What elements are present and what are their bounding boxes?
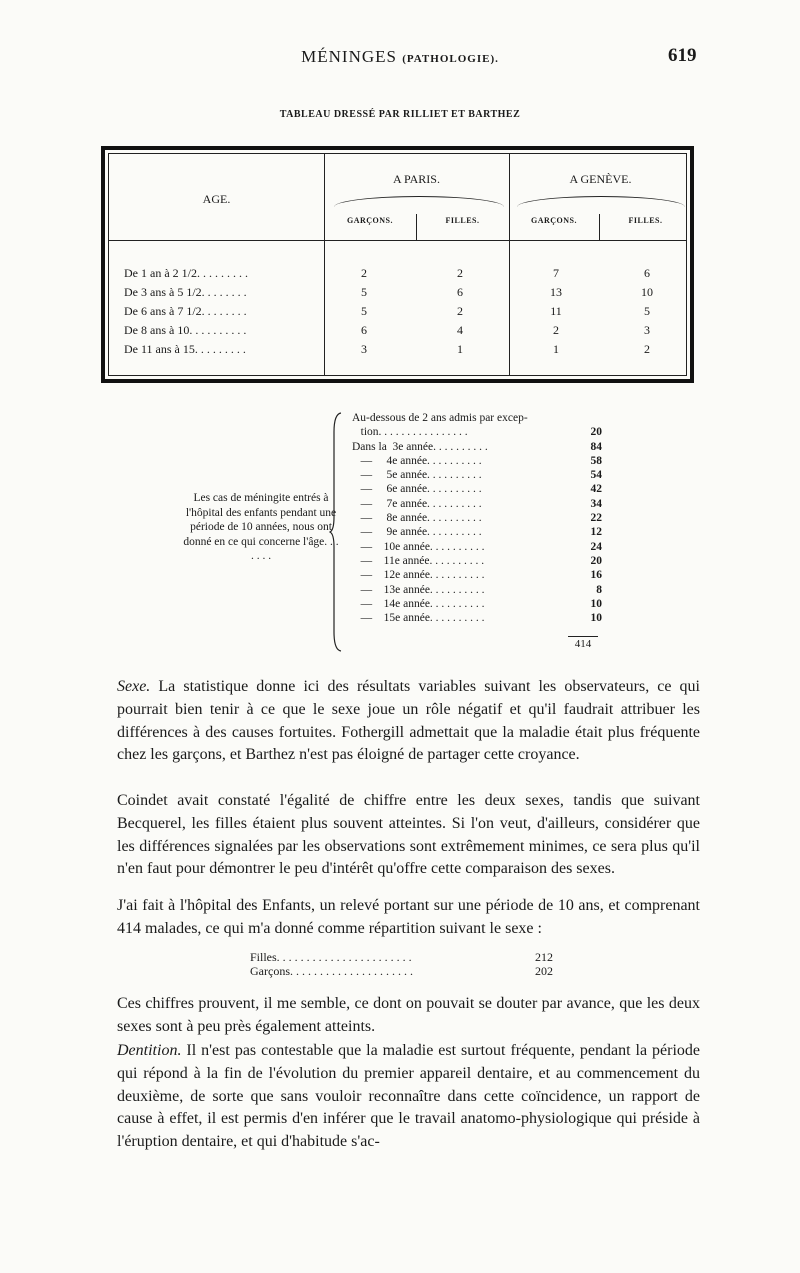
cell-value: 2: [457, 304, 463, 318]
list-item: [352, 568, 602, 582]
paragraph-conclusion: [117, 993, 700, 1039]
list-item: [250, 950, 553, 964]
cell-value: 4: [457, 323, 463, 337]
list-item: [250, 964, 553, 978]
list-item: [352, 411, 602, 425]
cell-value: 1: [553, 342, 559, 356]
stat-label: — 13e année. . . . . . . . . .: [352, 583, 485, 596]
cell-value: 6: [457, 285, 463, 299]
stat-value: 10: [590, 597, 602, 610]
row-age-label: De 6 ans à 7 1/2. . . . . . . .: [124, 304, 247, 318]
paragraph-text: La statistique donne ici des résultats variables suivant les observateurs, ce qui pourrait bien tenir à ce que le sexe joue un rôle négatif et qu'il faudrait attribuer les différences à des causes fortuites. Fothergill admettait que la maladie était plus fréquente chez les garçons, et Barthez n'est pas éloigné de partager cette croyance.: [117, 678, 700, 764]
paragraph-text: Coindet avait constaté l'égalité de chiffre entre les deux sexes, tandis que suivant Becquerel, les filles étaient plus souvent atteintes. Si l'on veut, d'ailleurs, considérer que les différences signalées par les observations sont extrêmement minimes, ce sera plus qu'il n'en faut pour démontrer le peu d'intérêt qu'offre cette comparaison des sexes.: [117, 792, 700, 878]
table-caption: TABLEAU DRESSÉ PAR RILLIET ET BARTHEZ: [279, 109, 521, 120]
stat-label: — 5e année. . . . . . . . . .: [352, 469, 482, 482]
cell-value: 6: [361, 323, 367, 337]
cell-value: 2: [644, 342, 650, 356]
stat-label: — 7e année. . . . . . . . . .: [352, 497, 482, 510]
cell-value: 3: [361, 342, 367, 356]
gender-value: 212: [535, 950, 553, 964]
gender-list: [250, 950, 553, 978]
section-title-sexe: Sexe.: [117, 678, 151, 695]
gender-value: 202: [535, 964, 553, 978]
page-number: 619: [668, 45, 697, 66]
list-item: [352, 454, 602, 468]
stats-year-list: [352, 411, 602, 625]
list-item: [352, 611, 602, 625]
cell-value: 2: [361, 266, 367, 280]
subheader-geneve-boys: GARÇONS.: [530, 216, 577, 225]
cell-value: 1: [457, 342, 463, 356]
stat-label: — 14e année. . . . . . . . . .: [352, 597, 485, 610]
table-divider-age: [324, 154, 325, 375]
table-header-rule: [109, 240, 686, 241]
stat-label: — 10e année. . . . . . . . . .: [352, 540, 485, 553]
paragraph-dentition: [117, 1040, 700, 1154]
list-item: [352, 597, 602, 611]
stat-label: — 11e année. . . . . . . . . .: [352, 554, 485, 567]
stat-value: 42: [590, 483, 602, 496]
cell-value: 11: [550, 304, 562, 318]
section-title-dentition: Dentition.: [117, 1042, 182, 1059]
paragraph-text: J'ai fait à l'hôpital des Enfants, un relevé portant sur une période de 10 ans, et comprenant 414 malades, ce qui m'a donné comme répartition suivant le sexe :: [117, 897, 700, 937]
cell-value: 5: [361, 304, 367, 318]
cell-value: 13: [550, 285, 562, 299]
stat-value: 16: [590, 569, 602, 582]
stat-label: — 15e année. . . . . . . . . .: [352, 612, 485, 625]
stat-label: — 4e année. . . . . . . . . .: [352, 454, 482, 467]
cell-value: 5: [361, 285, 367, 299]
subheader-paris-girls: FILLES.: [445, 216, 480, 225]
paragraph-text: Il n'est pas contestable que la maladie est surtout fréquente, pendant la période qui répond à la fin de l'évolution du premier appareil dentaire, et au commencement du deuxième, de sorte que sans vouloir reconnaître dans cette coïncidence, un rapport de cause à effet, il est permis d'en inférer que le travail anatomo-physiologique qui préside à l'éruption dentaire, et qui d'habitude s'ac-: [117, 1042, 701, 1151]
curly-brace-icon: [329, 412, 343, 652]
stat-value: 8: [596, 583, 602, 596]
stat-label: Au-dessous de 2 ans admis par excep-: [352, 412, 528, 424]
paris-brace: [334, 196, 504, 207]
running-title-main: MÉNINGES: [301, 47, 397, 66]
stat-label: tion. . . . . . . . . . . . . . . .: [352, 426, 468, 439]
cell-value: 7: [553, 266, 559, 280]
cell-value: 2: [457, 266, 463, 280]
table-divider-city: [509, 154, 510, 375]
stat-value: 20: [590, 426, 602, 439]
stat-label: — 9e année. . . . . . . . . .: [352, 526, 482, 539]
paragraph-coindet: [117, 790, 700, 881]
list-item: [352, 583, 602, 597]
stats-left-label: Les cas de méningite entrés à l'hôpital des enfants pendant une période de 10 années, nous ont donné en ce qui concerne l'âge. . . . . . .: [183, 492, 339, 562]
cell-value: 10: [641, 285, 653, 299]
gender-label: Filles. . . . . . . . . . . . . . . . . . . . . . .: [250, 950, 412, 964]
stat-value: 10: [590, 612, 602, 625]
paragraph-text: Ces chiffres prouvent, il me semble, ce dont on pouvait se douter par avance, que les deux sexes sont à peu près également atteints.: [117, 995, 700, 1035]
row-age-label: De 3 ans à 5 1/2. . . . . . . .: [124, 285, 247, 299]
list-item: [352, 497, 602, 511]
running-title-sub: (PATHOLOGIE).: [402, 53, 499, 65]
list-item: [352, 511, 602, 525]
stat-value: 24: [590, 540, 602, 553]
stat-value: 20: [590, 554, 602, 567]
stat-label: Dans la 3e année. . . . . . . . . .: [352, 440, 488, 453]
list-item: [352, 525, 602, 539]
list-item: [352, 440, 602, 454]
stats-total: 414: [568, 636, 598, 650]
row-age-label: De 11 ans à 15. . . . . . . . .: [124, 342, 246, 356]
age-header: AGE.: [202, 192, 231, 206]
paragraph-sexe: [117, 676, 700, 767]
gender-label: Garçons. . . . . . . . . . . . . . . . . . . . .: [250, 964, 413, 978]
geneve-brace: [517, 196, 685, 207]
list-item: [352, 540, 602, 554]
cell-value: 2: [553, 323, 559, 337]
paris-header: A PARIS.: [393, 172, 440, 186]
cell-value: 6: [644, 266, 650, 280]
stat-label: — 6e année. . . . . . . . . .: [352, 483, 482, 496]
list-item: [352, 425, 602, 439]
row-age-label: De 1 an à 2 1/2. . . . . . . . .: [124, 266, 248, 280]
stat-value: 58: [590, 454, 602, 467]
stat-value: 22: [590, 512, 602, 525]
cell-value: 3: [644, 323, 650, 337]
stat-value: 34: [590, 497, 602, 510]
list-item: [352, 554, 602, 568]
list-item: [352, 482, 602, 496]
stat-value: 84: [590, 440, 602, 453]
stat-value: 12: [590, 526, 602, 539]
row-age-label: De 8 ans à 10. . . . . . . . . .: [124, 323, 247, 337]
age-table: [101, 146, 694, 383]
subheader-paris-boys: GARÇONS.: [346, 216, 393, 225]
stat-value: 54: [590, 469, 602, 482]
stat-label: — 12e année. . . . . . . . . .: [352, 569, 485, 582]
paragraph-releve: [117, 895, 700, 941]
cell-value: 5: [644, 304, 650, 318]
subheader-geneve-girls: FILLES.: [628, 216, 663, 225]
list-item: [352, 468, 602, 482]
geneve-header: A GENÈVE.: [569, 172, 632, 186]
age-table-inner: [108, 153, 687, 376]
stat-label: — 8e année. . . . . . . . . .: [352, 512, 482, 525]
